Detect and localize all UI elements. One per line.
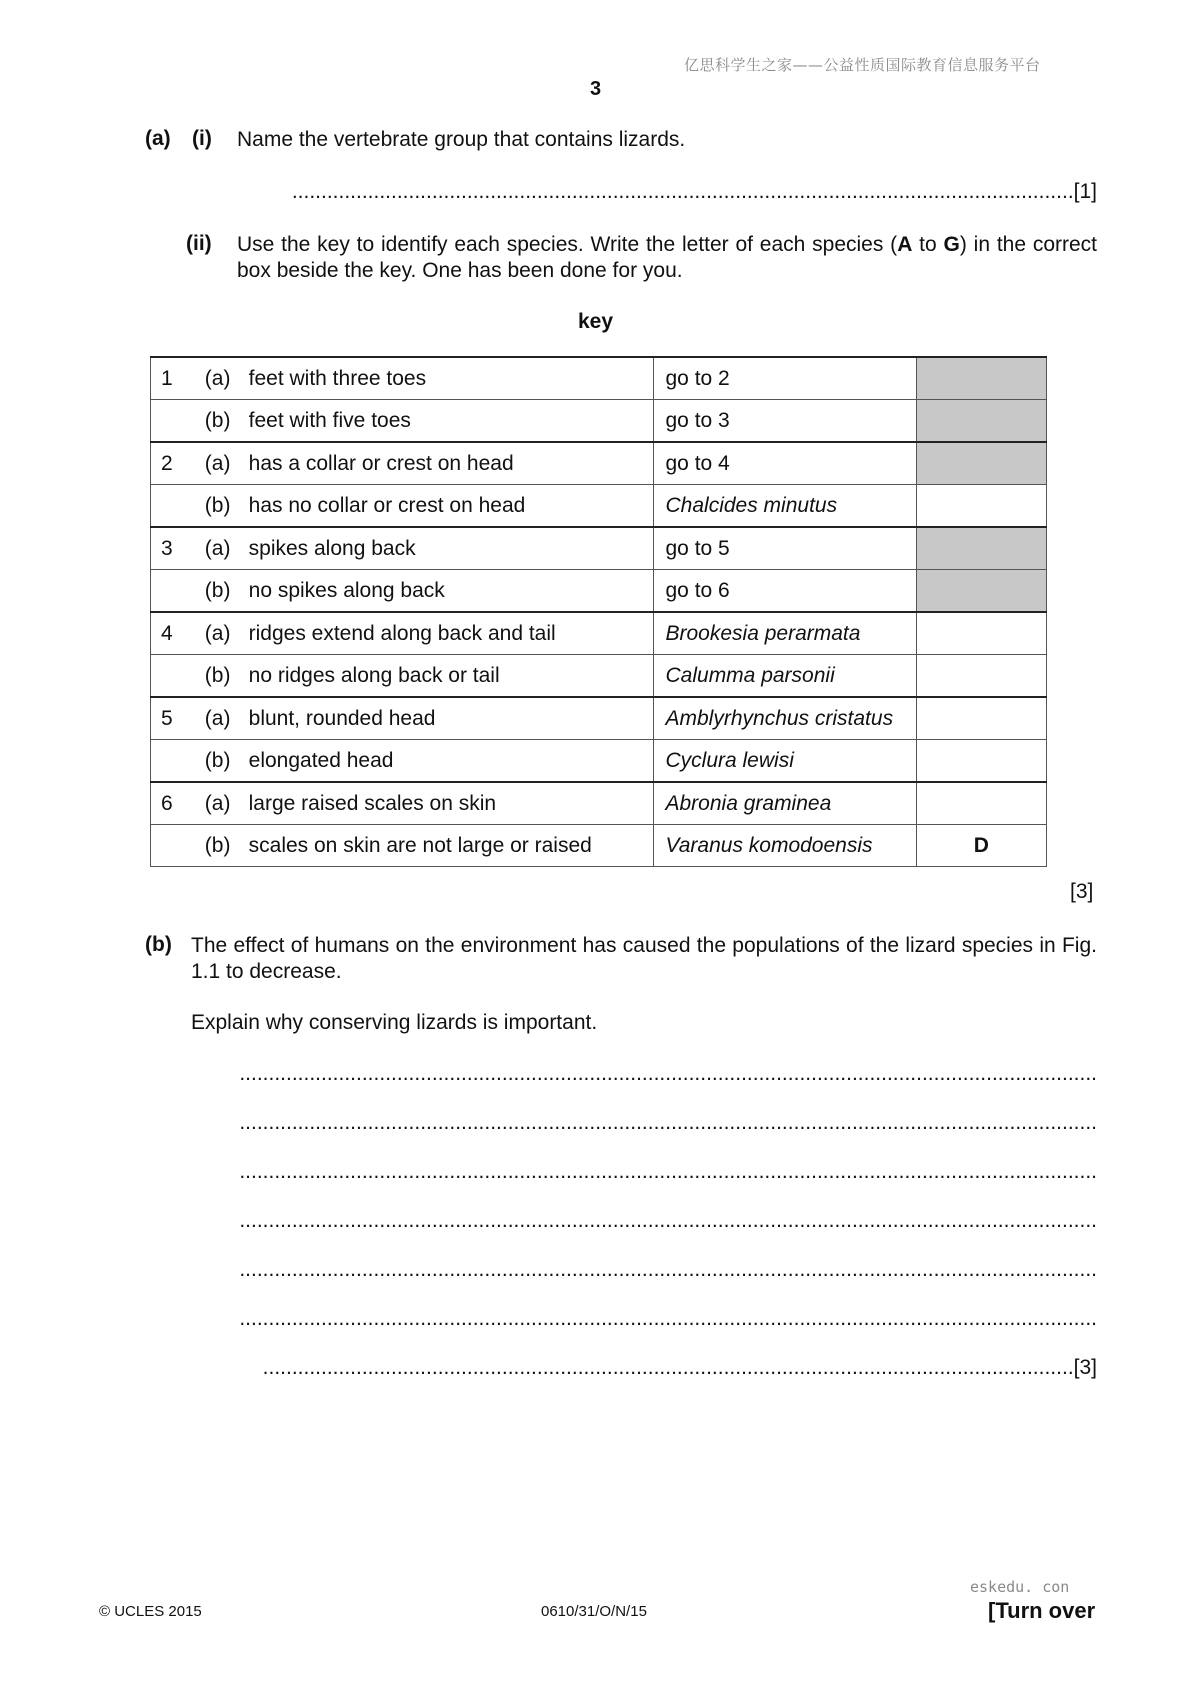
key-option-label: (b): [205, 570, 249, 613]
key-row: [151, 612, 1047, 655]
shaded-box: [916, 357, 1046, 400]
part-a-ii-text-prefix: Use the key to identify each species. Write the letter of each species (: [237, 233, 898, 256]
part-a-ii-mark: [3]: [1070, 880, 1094, 903]
answer-box[interactable]: [916, 740, 1046, 783]
key-result: go to 2: [653, 357, 916, 400]
part-a-i-answer-line[interactable]: ......................................................................................................................................[1]: [291, 180, 1097, 203]
key-description: spikes along back: [249, 527, 653, 570]
turn-over: [Turn over: [988, 1598, 1096, 1623]
key-result: Amblyrhynchus cristatus: [653, 697, 916, 740]
copyright: © UCLES 2015: [99, 1603, 202, 1620]
answer-line[interactable]: ...................................................................................................................................................: [239, 1258, 1097, 1281]
key-option-label: (a): [205, 527, 249, 570]
letter-start: A: [897, 233, 913, 256]
answer-line[interactable]: ...................................................................................................................................................: [239, 1160, 1097, 1183]
key-option-label: (b): [205, 400, 249, 443]
key-description: feet with three toes: [249, 357, 653, 400]
key-step-number: [151, 570, 205, 613]
key-row: [151, 782, 1047, 825]
key-result: go to 4: [653, 442, 916, 485]
key-option-label: (a): [205, 697, 249, 740]
key-description: no ridges along back or tail: [249, 655, 653, 698]
key-step-number: 5: [151, 697, 205, 740]
paper-code: 0610/31/O/N/15: [541, 1603, 647, 1620]
part-a-ii-text-mid: to: [912, 233, 944, 256]
key-description: ridges extend along back and tail: [249, 612, 653, 655]
part-a-i-label: (i): [192, 127, 212, 150]
key-option-label: (a): [205, 357, 249, 400]
key-result: Cyclura lewisi: [653, 740, 916, 783]
key-step-number: 2: [151, 442, 205, 485]
key-row: [151, 527, 1047, 570]
key-step-number: [151, 740, 205, 783]
key-row: [151, 825, 1047, 867]
answer-box[interactable]: [916, 782, 1046, 825]
key-description: scales on skin are not large or raised: [249, 825, 653, 867]
key-option-label: (a): [205, 612, 249, 655]
answer-box[interactable]: D: [916, 825, 1046, 867]
key-step-number: [151, 825, 205, 867]
key-option-label: (a): [205, 442, 249, 485]
key-step-number: 4: [151, 612, 205, 655]
key-row: [151, 697, 1047, 740]
key-step-number: 6: [151, 782, 205, 825]
shaded-box: [916, 527, 1046, 570]
key-row: [151, 740, 1047, 783]
key-result: Chalcides minutus: [653, 485, 916, 528]
key-description: blunt, rounded head: [249, 697, 653, 740]
key-step-number: 1: [151, 357, 205, 400]
answer-box[interactable]: [916, 655, 1046, 698]
key-result: Abronia graminea: [653, 782, 916, 825]
key-description: elongated head: [249, 740, 653, 783]
key-step-number: [151, 485, 205, 528]
key-description: large raised scales on skin: [249, 782, 653, 825]
key-result: go to 6: [653, 570, 916, 613]
key-option-label: (b): [205, 655, 249, 698]
part-a-ii-question: [237, 232, 1097, 284]
key-step-number: [151, 655, 205, 698]
key-option-label: (b): [205, 825, 249, 867]
key-description: has no collar or crest on head: [249, 485, 653, 528]
page-number: 3: [589, 78, 602, 100]
letter-end: G: [943, 233, 960, 256]
footer-watermark: eskedu. con: [970, 1578, 1070, 1596]
key-description: feet with five toes: [249, 400, 653, 443]
key-result: Brookesia perarmata: [653, 612, 916, 655]
key-description: has a collar or crest on head: [249, 442, 653, 485]
answer-box[interactable]: [916, 485, 1046, 528]
part-b-answer-area[interactable]: [191, 1062, 1097, 1405]
part-a-ii-text-suffix: ) in the correct box beside the key. One has been done for you.: [237, 233, 1098, 282]
key-option-label: (a): [205, 782, 249, 825]
header-watermark: 亿思科学生之家——公益性质国际教育信息服务平台: [684, 56, 1041, 74]
key-row: [151, 357, 1047, 400]
part-a-label: (a): [145, 127, 171, 150]
key-result: go to 3: [653, 400, 916, 443]
shaded-box: [916, 570, 1046, 613]
key-row: [151, 400, 1047, 443]
key-row: [151, 485, 1047, 528]
answer-line[interactable]: ...................................................................................................................................................: [239, 1307, 1097, 1330]
key-step-number: [151, 400, 205, 443]
answer-box[interactable]: [916, 697, 1046, 740]
key-result: Calumma parsonii: [653, 655, 916, 698]
key-description: no spikes along back: [249, 570, 653, 613]
key-option-label: (b): [205, 740, 249, 783]
part-a-i-question: Name the vertebrate group that contains lizards.: [237, 128, 686, 151]
part-b-label: (b): [145, 933, 172, 956]
answer-line[interactable]: ...........................................................................................................................................[3]: [262, 1356, 1097, 1379]
answer-box[interactable]: [916, 612, 1046, 655]
answer-line[interactable]: ...................................................................................................................................................: [239, 1062, 1097, 1085]
key-step-number: 3: [151, 527, 205, 570]
key-option-label: (b): [205, 485, 249, 528]
part-b-instruction: Explain why conserving lizards is important.: [191, 1011, 598, 1034]
dichotomous-key-table: [150, 356, 1047, 867]
shaded-box: [916, 400, 1046, 443]
key-row: [151, 570, 1047, 613]
key-row: [151, 442, 1047, 485]
key-result: Varanus komodoensis: [653, 825, 916, 867]
key-row: [151, 655, 1047, 698]
key-title: key: [577, 310, 614, 333]
part-a-ii-label: (ii): [186, 232, 212, 255]
answer-line[interactable]: ...................................................................................................................................................: [239, 1111, 1097, 1134]
answer-line[interactable]: ...................................................................................................................................................: [239, 1209, 1097, 1232]
key-result: go to 5: [653, 527, 916, 570]
part-b-question: The effect of humans on the environment has caused the populations of the lizard species in Fig. 1.1 to decrease.: [191, 934, 1097, 983]
shaded-box: [916, 442, 1046, 485]
